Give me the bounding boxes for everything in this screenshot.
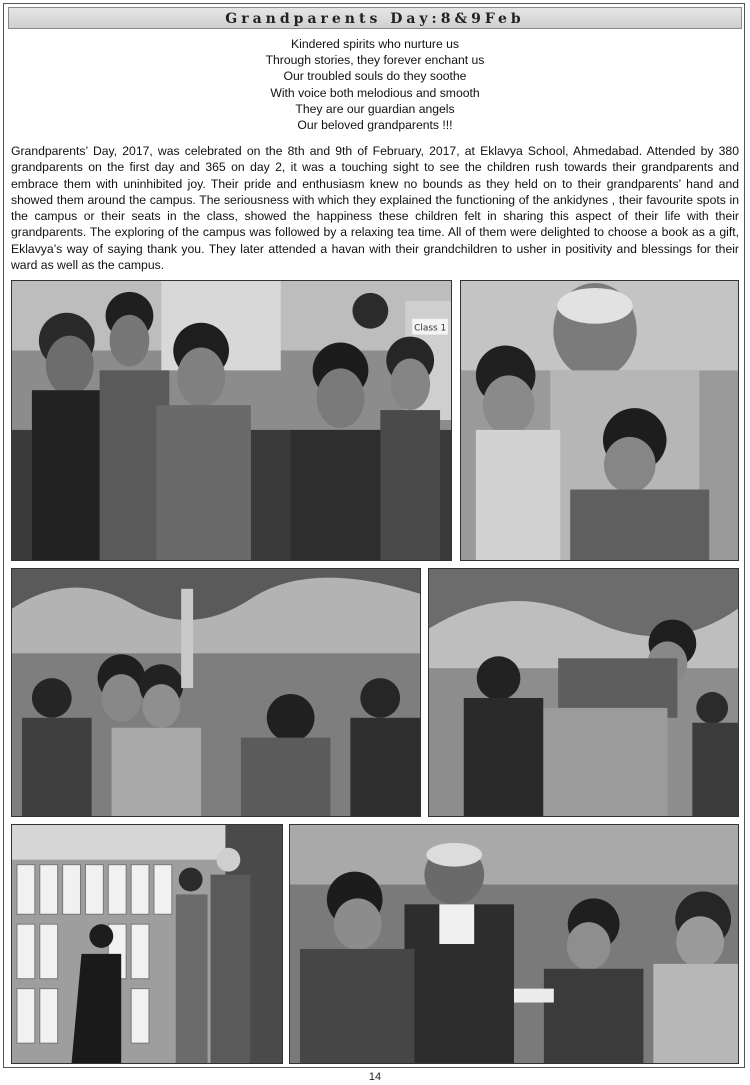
page-title: Grandparents Day:8&9Feb (225, 11, 525, 27)
poem (0, 36, 750, 133)
poem-line: With voice both melodious and smooth (270, 85, 480, 100)
poem-line: Through stories, they forever enchant us (265, 53, 485, 68)
photo-students-cheering (11, 568, 421, 817)
poem-line: Our beloved grandparents !!! (297, 118, 453, 133)
poem-line: Kindered spirits who nurture us (290, 37, 459, 51)
page-number: 14 (368, 1071, 382, 1083)
poem-line: Our troubled souls do they soothe (283, 69, 467, 84)
article-paragraph: Grandparents’ Day, 2017, was celebrated on the 8th and 9th of February, 2017, at Eklavya School, Ahmedabad. Attended by 380 grandparents on the first day and 365 on day 2, it was a touching sight to see the children rush towards their grandparents and embrace them with uninhibited joy. Their pride and enthusiasm knew no bounds as they held on to their grandparents’ hand and showed them around the campus. The seriousness with which they explained the functioning of the ankidynes , their favourite spots in the campus or their seats in the class, showed the happiness these children felt in sharing this aspect of their life with their grandparents. The exploring of the campus was followed by a relaxing tea time. All of them were delighted to choose a book as a gift, Eklavya’s way of saying thank you. They later attended a havan with their grandchildren to usher in positivity and blessings for their ward as well as the campus. (11, 144, 739, 273)
title-bar (8, 7, 742, 29)
photo-tea-time (289, 824, 739, 1064)
photo-display-boards (11, 824, 283, 1064)
poem-line: They are our guardian angels (295, 101, 455, 116)
photo-piggyback (428, 568, 739, 817)
photo-grandfather-hug (460, 280, 739, 561)
photo-sign-text: Class 1 (414, 323, 447, 334)
photo-children-group (11, 280, 452, 561)
